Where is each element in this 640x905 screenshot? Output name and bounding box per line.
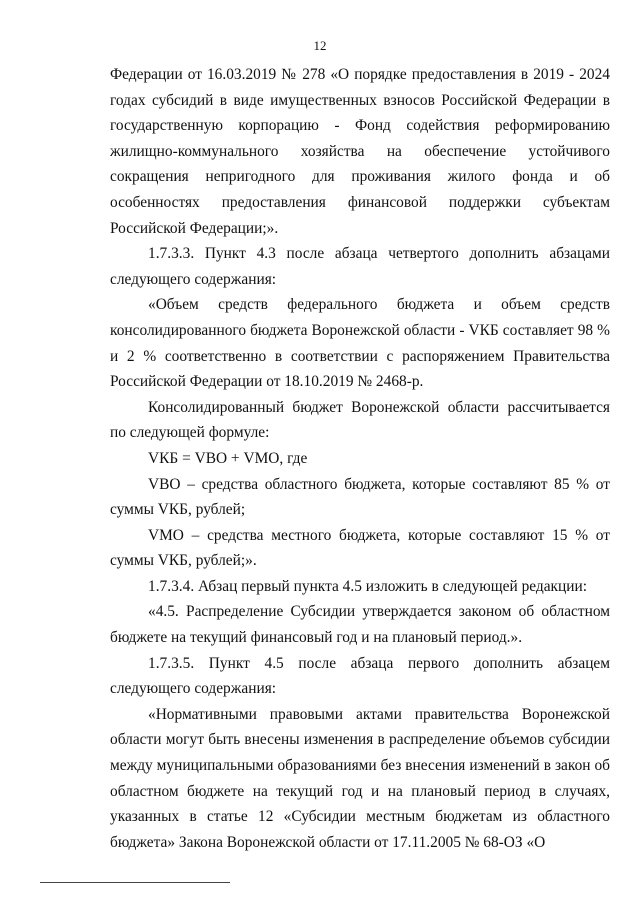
- page-number: 12: [313, 38, 327, 53]
- paragraph-item-1-7-3-3: 1.7.3.3. Пункт 4.3 после абзаца четвертого дополнить абзацами следующего содержания:: [110, 245, 610, 288]
- document-body: [110, 62, 610, 855]
- paragraph-formula-intro: Консолидированный бюджет Воронежской области рассчитывается по следующей формуле:: [110, 398, 610, 442]
- footer-divider: [40, 882, 230, 883]
- paragraph-formula: VКБ = VВО + VМО, где: [148, 449, 308, 467]
- paragraph-vvo-definition: VВО – средства областного бюджета, которые составляют 85 % от суммы VКБ, рублей;: [110, 475, 610, 519]
- paragraph-item-1-7-3-4: 1.7.3.4. Абзац первый пункта 4.5 изложить в следующей редакции:: [148, 577, 588, 595]
- paragraph-item-4-5-text: «4.5. Распределение Субсидии утверждается законом об областном бюджете на текущий финансовый год и на плановый период.».: [110, 603, 610, 647]
- paragraph-budget-share: «Объем средств федерального бюджета и объем средств консолидированного бюджета Воронежской области - VКБ составляет 98 % и 2 % соответственно в соответствии с распоряжением Правительства Российской Федерации от 18.10.2019 № 2468-р.: [110, 296, 610, 391]
- paragraph-vmo-definition: VМО – средства местного бюджета, которые составляют 15 % от суммы VКБ, рублей;».: [110, 526, 610, 570]
- paragraph-item-1-7-3-5: 1.7.3.5. Пункт 4.5 после абзаца первого дополнить абзацем следующего содержания:: [110, 654, 610, 698]
- paragraph-normative-acts: «Нормативными правовыми актами правительства Воронежской области могут быть внесены изменения в распределение объемов субсидии между муниципальными образованиями без внесения изменений в закон об областном бюджете на текущий год и на плановый период в случаях, указанных в статье 12 «Субсидии местным бюджетам из областного бюджета» Закона Воронежской области от 17.11.2005 № 68-ОЗ «О: [110, 705, 610, 851]
- paragraph-continuation: Федерации от 16.03.2019 № 278 «О порядке предоставления в 2019 - 2024 годах субсидий в виде имущественных взносов Российской Федерации в государственную корпорацию - Фонд содействия реформированию жилищно-коммунального хозяйства на обеспечение устойчивого сокращения непригодного для проживания жилого фонда и об особенностях предоставления финансовой поддержки субъектам Российской Федерации;».: [110, 66, 610, 237]
